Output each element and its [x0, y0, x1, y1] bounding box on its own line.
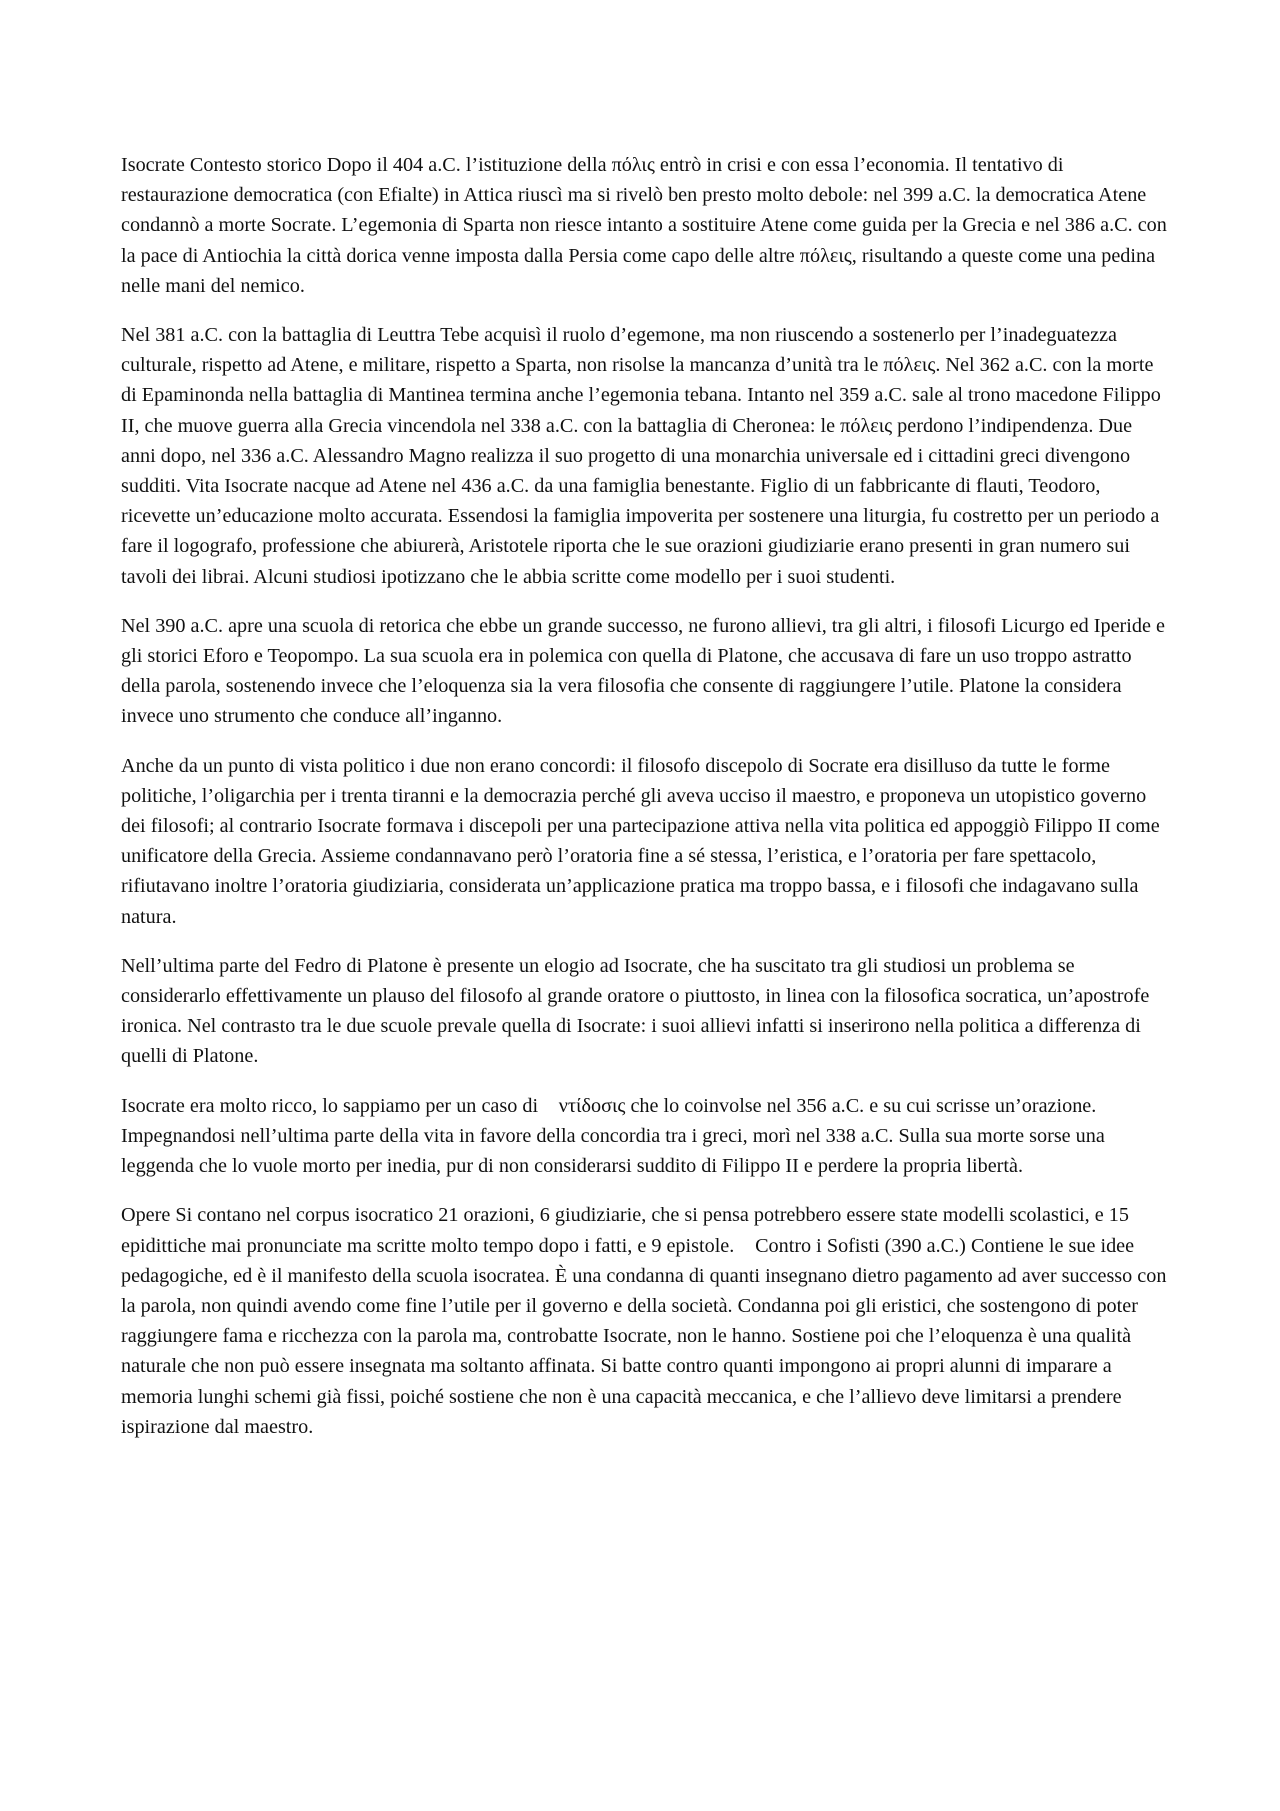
- paragraph-historical-context: Isocrate Contesto storico Dopo il 404 a.C. l’istituzione della πόλις entrò in crisi e con essa l’economia. Il tentativo di restaurazione democratica (con Efialte) in Attica riuscì ma si rivelò ben presto molto debole: nel 399 a.C. la democratica Atene condannò a morte Socrate. L’egemonia di Sparta non riesce intanto a sostituire Atene come guida per la Grecia e nel 386 a.C. con la pace di Antiochia la città dorica venne imposta dalla Persia come capo delle altre πόλεις, risultando a queste come una pedina nelle mani del nemico.: [121, 154, 1167, 297]
- paragraph-rhetoric-school: Nel 390 a.C. apre una scuola di retorica che ebbe un grande successo, ne furono allievi, tra gli altri, i filosofi Licurgo ed Iperide e gli storici Eforo e Teopompo. La sua scuola era in polemica con quella di Platone, che accusava di fare un uso troppo astratto della parola, sostenendo invece che l’eloquenza sia la vera filosofia che consente di raggiungere l’utile. Platone la considera invece uno strumento che conduce all’inganno.: [121, 614, 1165, 728]
- paragraph-phaedrus: Nell’ultima parte del Fedro di Platone è presente un elogio ad Isocrate, che ha suscitato tra gli studiosi un problema se considerarlo effettivamente un plauso del filosofo al grande oratore o piuttosto, in linea con la filosofica socratica, un’apostrofe ironica. Nel contrasto tra le due scuole prevale quella di Isocrate: i suoi allievi infatti si inserirono nella politica a differenza di quelli di Platone.: [121, 954, 1150, 1068]
- paragraph-political-views: Anche da un punto di vista politico i due non erano concordi: il filosofo discepolo di Socrate era disilluso da tutte le forme politiche, l’oligarchia per i trenta tiranni e la democrazia perché gli aveva ucciso il maestro, e proponeva un utopistico governo dei filosofi; al contrario Isocrate formava i discepoli per una partecipazione attiva nella vita politica ed appoggiò Filippo II come unificatore della Grecia. Assieme condannavano però l’oratoria fine a sé stessa, l’eristica, e l’oratoria per fare spettacolo, rifiutavano inoltre l’oratoria giudiziaria, considerata un’applicazione pratica ma troppo bassa, e i filosofi che indagavano sulla natura.: [121, 754, 1160, 928]
- paragraph-wealth-death: Isocrate era molto ricco, lo sappiamo per un caso di  ντίδοσις che lo coinvolse nel 356 a.C. e su cui scrisse un’orazione. Impegnandosi nell’ultima parte della vita in favore della concordia tra i greci, morì nel 338 a.C. Sulla sua morte sorse una leggenda che lo vuole morto per inedia, pur di non considerarsi suddito di Filippo II e perdere la propria libertà.: [121, 1094, 1105, 1178]
- paragraph-thebes-macedon-life: Nel 381 a.C. con la battaglia di Leuttra Tebe acquisì il ruolo d’egemone, ma non riuscendo a sostenerlo per l’inadeguatezza culturale, rispetto ad Atene, e militare, rispetto a Sparta, non risolse la mancanza d’unità tra le πόλεις. Nel 362 a.C. con la morte di Epaminonda nella battaglia di Mantinea termina anche l’egemonia tebana. Intanto nel 359 a.C. sale al trono macedone Filippo II, che muove guerra alla Grecia vincendola nel 338 a.C. con la battaglia di Cheronea: le πόλεις perdono l’indipendenza. Due anni dopo, nel 336 a.C. Alessandro Magno realizza il suo progetto di una monarchia universale ed i cittadini greci divengono sudditi. Vita Isocrate nacque ad Atene nel 436 a.C. da una famiglia benestante. Figlio di un fabbricante di flauti, Teodoro, ricevette un’educazione molto accurata. Essendosi la famiglia impoverita per sostenere una liturgia, fu costretto per un periodo a fare il logografo, professione che abiurerà, Aristotele riporta che le sue orazioni giudiziarie erano presenti in gran numero sui tavoli dei librai. Alcuni studiosi ipotizzano che le abbia scritte come modello per i suoi studenti.: [121, 324, 1161, 588]
- document-body: [121, 150, 1167, 1461]
- paragraph-works: Opere Si contano nel corpus isocratico 21 orazioni, 6 giudiziarie, che si pensa potrebbero essere state modelli scolastici, e 15 epidittiche mai pronunciate ma scritte molto tempo dopo i fatti, e 9 epistole.  Contro i Sofisti (390 a.C.) Contiene le sue idee pedagogiche, ed è il manifesto della scuola isocratea. È una condanna di quanti insegnano dietro pagamento ad aver successo con la parola, non quindi avendo come fine l’utile per il governo e della società. Condanna poi gli eristici, che sostengono di poter raggiungere fama e ricchezza con la parola ma, controbatte Isocrate, non le hanno. Sostiene poi che l’eloquenza è una qualità naturale che non può essere insegnata ma soltanto affinata. Si batte contro quanti impongono ai propri alunni di imparare a memoria lunghi schemi già fissi, poiché sostiene che non è una capacità meccanica, e che l’allievo deve limitarsi a prendere ispirazione dal maestro.: [121, 1204, 1167, 1438]
